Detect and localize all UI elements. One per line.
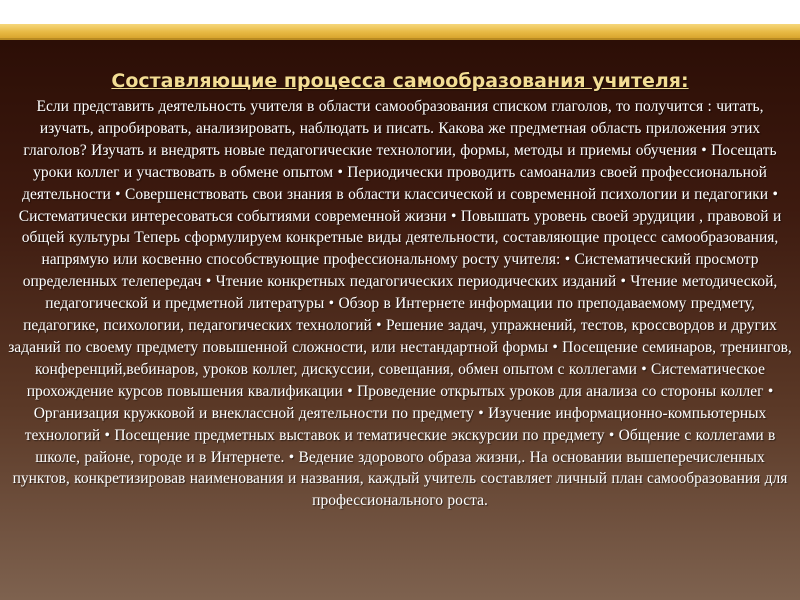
- slide-title: Составляющие процесса самообразования учителя:: [111, 70, 689, 92]
- text-block: [8, 68, 792, 512]
- top-white-band: [0, 0, 800, 24]
- gold-header-bar: [0, 24, 800, 38]
- slide-body-text: Если представить деятельность учителя в области самообразования списком глаголов, то получится : читать, изучать, апробировать, анализировать, наблюдать и писать. Какова же предметная область приложения этих глаголов? Изучать и внедрять новые педагогические технологии, формы, методы и приемы обучения • Посещать уроки коллег и участвовать в обмене опытом • Периодически проводить самоанализ своей профессиональной деятельности • Совершенствовать свои знания в области классической и современной психологии и педагогики • Систематически интересоваться событиями современной жизни • Повышать уровень своей эрудиции , правовой и общей культуры Теперь сформулируем конкретные виды деятельности, составляющие процесс самообразования, напрямую или косвенно способствующие профессиональному росту учителя: • Систематический просмотр определенных телепередач • Чтение конкретных педагогических периодических изданий • Чтение методической, педагогической и предметной литературы • Обзор в Интернете информации по преподаваемому предмету, педагогике, психологии, педагогических технологий • Решение задач, упражнений, тестов, кроссвордов и других заданий по своему предмету повышенной сложности, или нестандартной формы • Посещение семинаров, тренингов, конференций,вебинаров, уроков коллег, дискуссии, совещания, обмен опытом с коллегами • Систематическое прохождение курсов повышения квалификации • Проведение открытых уроков для анализа со стороны коллег • Организация кружковой и внеклассной деятельности по предмету • Изучение информационно-компьютерных технологий • Посещение предметных выставок и тематические экскурсии по предмету • Общение с коллегами в школе, районе, городе и в Интернете. • Ведение здорового образа жизни,. На основании вышеперечисленных пунктов, конкретизировав наименования и названия, каждый учитель составляет личный план самообразования для профессионального роста.: [8, 98, 792, 510]
